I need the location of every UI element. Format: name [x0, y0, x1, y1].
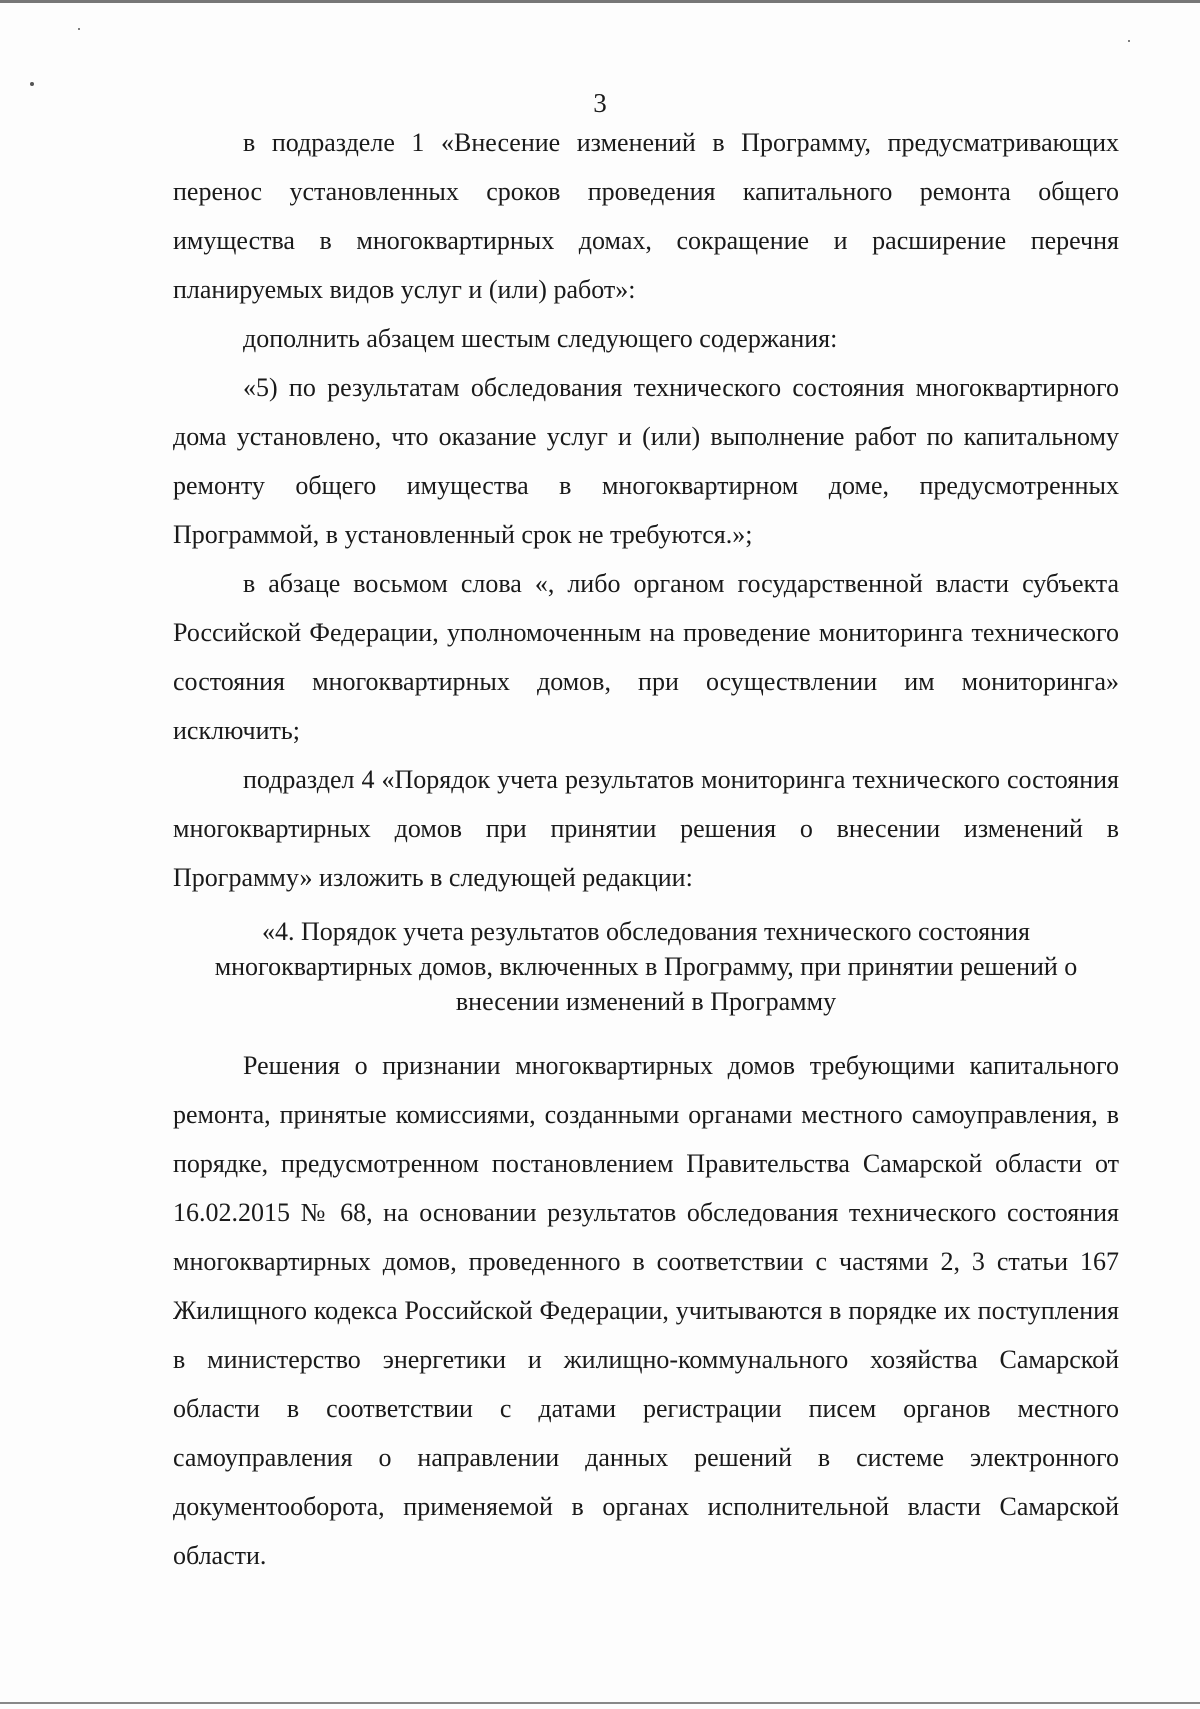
scan-speck — [1128, 40, 1130, 42]
section-title — [173, 914, 1119, 1019]
section-title-line: внесении изменений в Программу — [455, 987, 837, 1016]
section-title-line: многоквартирных домов, включенных в Программу, при принятии решений о — [214, 952, 1078, 981]
scan-speck — [78, 28, 80, 30]
paragraph-decisions: Решения о признании многоквартирных домов требующими капитального ремонта, принятые комиссиями, созданными органами местного самоуправления, в порядке, предусмотренном постановлением Правительства Самарской области от 16.02.2015 № 68, на основании результатов обследования технического состояния многоквартирных домов, проведенного в соответствии с частями 2, 3 статьи 167 Жилищного кодекса Российской Федерации, учитываются в порядке их поступления в министерство энергетики и жилищно-коммунального хозяйства Самарской области в соответствии с датами регистрации писем органов местного самоуправления о направлении данных решений в системе электронного документооборота, применяемой в органах исполнительной власти Самарской области. — [173, 1051, 1119, 1570]
page-number: 3 — [593, 88, 607, 118]
paragraph-item-5: «5) по результатам обследования технического состояния многоквартирного дома установлено, что оказание услуг и (или) выполнение работ по капитальному ремонту общего имущества в многоквартирном доме, предусмотренных Программой, в установленный срок не требуются.»; — [173, 373, 1119, 549]
paragraph-add-sixth: дополнить абзацем шестым следующего содержания: — [243, 324, 838, 353]
document-body — [173, 118, 1119, 1580]
paragraph-eighth-abzac: в абзаце восьмом слова «, либо органом государственной власти субъекта Российской Федерации, уполномоченным на проведение мониторинга технического состояния многоквартирных домов, при осуществлении им мониторинга» исключить; — [173, 569, 1119, 745]
paragraph-subsection-1: в подразделе 1 «Внесение изменений в Программу, предусматривающих перенос установленных сроков проведения капитального ремонта общего имущества в многоквартирных домах, сокращение и расширение перечня планируемых видов услуг и (или) работ»: — [173, 128, 1119, 304]
scan-speck — [30, 82, 34, 86]
scan-edge-top — [0, 0, 1200, 3]
paragraph-subsection-4: подраздел 4 «Порядок учета результатов мониторинга технического состояния многоквартирных домов при принятии решения о внесении изменений в Программу» изложить в следующей редакции: — [173, 765, 1119, 892]
section-title-line: «4. Порядок учета результатов обследования технического состояния — [261, 917, 1030, 946]
scan-edge-bottom — [0, 1702, 1200, 1704]
